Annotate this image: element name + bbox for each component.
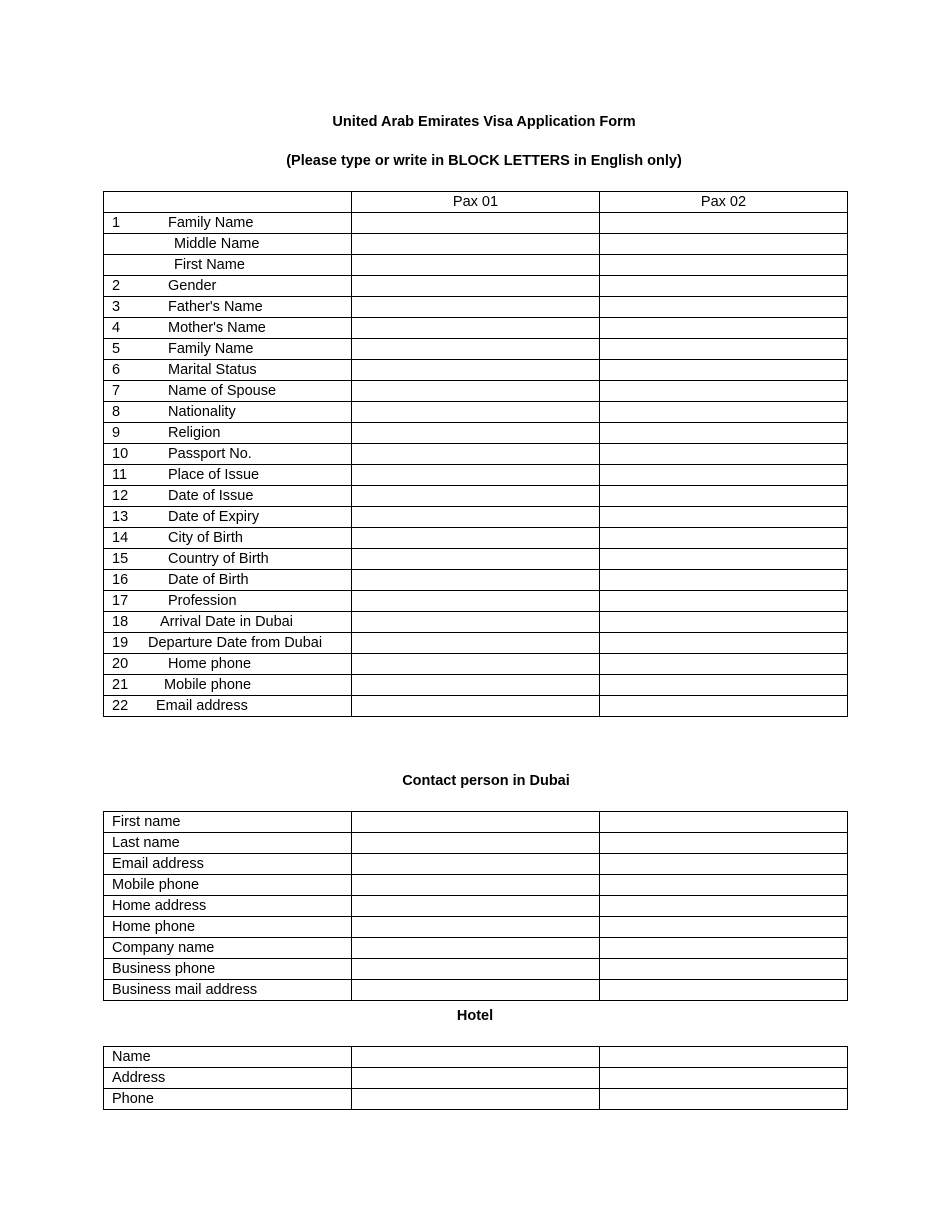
table-row <box>104 318 848 339</box>
field-label-cell <box>104 507 352 528</box>
pax-02-input-cell[interactable] <box>600 654 848 675</box>
pax-02-input-cell[interactable] <box>600 234 848 255</box>
table-row <box>104 591 848 612</box>
pax-02-input-cell[interactable] <box>600 675 848 696</box>
field-number: 5 <box>112 341 121 357</box>
field-label-cell: Last name <box>104 833 352 854</box>
table-row <box>104 528 848 549</box>
field-label-cell <box>104 675 352 696</box>
contact-input-cell-1[interactable] <box>352 959 600 980</box>
table-row <box>104 570 848 591</box>
pax-02-input-cell[interactable] <box>600 339 848 360</box>
hotel-input-cell-1[interactable] <box>352 1047 600 1068</box>
pax-01-input-cell[interactable] <box>352 465 600 486</box>
field-number: 1 <box>112 215 121 231</box>
field-number: 20 <box>112 656 129 672</box>
pax-02-input-cell[interactable] <box>600 381 848 402</box>
field-label-cell <box>104 528 352 549</box>
contact-input-cell-2[interactable] <box>600 959 848 980</box>
pax-02-input-cell[interactable] <box>600 423 848 444</box>
field-number: 4 <box>112 320 121 336</box>
field-label: Father's Name <box>168 299 263 315</box>
pax-01-input-cell[interactable] <box>352 570 600 591</box>
pax-01-input-cell[interactable] <box>352 528 600 549</box>
field-label-cell <box>104 654 352 675</box>
field-label-cell: Address <box>104 1068 352 1089</box>
contact-input-cell-2[interactable] <box>600 854 848 875</box>
field-number: 2 <box>112 278 121 294</box>
pax-01-input-cell[interactable] <box>352 486 600 507</box>
pax-02-input-cell[interactable] <box>600 528 848 549</box>
table-row <box>104 633 848 654</box>
field-number: 9 <box>112 425 121 441</box>
field-number: 21 <box>112 677 129 693</box>
field-number: 13 <box>112 509 129 525</box>
contact-input-cell-1[interactable] <box>352 980 600 1001</box>
table-row <box>104 938 848 959</box>
table-row <box>104 276 848 297</box>
field-number: 22 <box>112 698 129 714</box>
field-label-cell <box>104 486 352 507</box>
field-label: Place of Issue <box>168 467 260 483</box>
field-label: Date of Expiry <box>168 509 260 525</box>
field-number: 10 <box>112 446 129 462</box>
pax-01-input-cell[interactable] <box>352 297 600 318</box>
field-label-cell <box>104 318 352 339</box>
table-row <box>104 255 848 276</box>
field-label-cell <box>104 381 352 402</box>
pax-01-header: Pax 01 <box>352 192 600 213</box>
field-label-cell <box>104 549 352 570</box>
field-number: 12 <box>112 488 129 504</box>
contact-input-cell-2[interactable] <box>600 938 848 959</box>
field-label: Passport No. <box>168 446 252 462</box>
field-label-cell <box>104 276 352 297</box>
pax-02-input-cell[interactable] <box>600 612 848 633</box>
pax-01-input-cell[interactable] <box>352 696 600 717</box>
contact-table <box>103 811 848 1001</box>
field-number: 15 <box>112 551 129 567</box>
field-label-cell <box>104 234 352 255</box>
field-number: 19 <box>112 635 129 651</box>
pax-01-input-cell[interactable] <box>352 360 600 381</box>
hotel-input-cell-1[interactable] <box>352 1089 600 1110</box>
field-label: Nationality <box>168 404 236 420</box>
table-row <box>104 486 848 507</box>
field-label: Religion <box>168 425 221 441</box>
field-number: 6 <box>112 362 121 378</box>
field-label-cell <box>104 255 352 276</box>
hotel-table <box>103 1046 848 1110</box>
contact-input-cell-1[interactable] <box>352 917 600 938</box>
table-row <box>104 1047 848 1068</box>
field-label-cell: First name <box>104 812 352 833</box>
table-row <box>104 875 848 896</box>
field-label: Date of Issue <box>168 488 254 504</box>
table-row <box>104 234 848 255</box>
pax-02-input-cell[interactable] <box>600 633 848 654</box>
field-number: 8 <box>112 404 121 420</box>
field-label-cell: Company name <box>104 938 352 959</box>
hotel-heading: Hotel <box>456 1008 494 1024</box>
table-row <box>104 654 848 675</box>
table-row <box>104 675 848 696</box>
applicant-table <box>103 191 848 717</box>
field-label-cell <box>104 612 352 633</box>
pax-02-input-cell[interactable] <box>600 255 848 276</box>
field-label-cell <box>104 444 352 465</box>
pax-02-header: Pax 02 <box>600 192 848 213</box>
field-label: Family Name <box>168 215 254 231</box>
field-label-cell <box>104 360 352 381</box>
table-row <box>104 896 848 917</box>
pax-02-input-cell[interactable] <box>600 444 848 465</box>
contact-input-cell-2[interactable] <box>600 896 848 917</box>
field-label: Mobile phone <box>164 677 252 693</box>
table-row <box>104 959 848 980</box>
contact-input-cell-1[interactable] <box>352 833 600 854</box>
pax-02-input-cell[interactable] <box>600 696 848 717</box>
pax-01-input-cell[interactable] <box>352 444 600 465</box>
table-row <box>104 465 848 486</box>
table-row <box>104 917 848 938</box>
pax-02-input-cell[interactable] <box>600 402 848 423</box>
pax-01-input-cell[interactable] <box>352 234 600 255</box>
pax-01-input-cell[interactable] <box>352 213 600 234</box>
contact-input-cell-2[interactable] <box>600 833 848 854</box>
field-label-cell <box>104 339 352 360</box>
pax-02-input-cell[interactable] <box>600 213 848 234</box>
pax-01-input-cell[interactable] <box>352 423 600 444</box>
field-label-cell <box>104 570 352 591</box>
pax-01-input-cell[interactable] <box>352 675 600 696</box>
table-row <box>104 854 848 875</box>
table-row <box>104 1068 848 1089</box>
table-row <box>104 213 848 234</box>
contact-input-cell-1[interactable] <box>352 812 600 833</box>
table-row <box>104 423 848 444</box>
contact-heading: Contact person in Dubai <box>402 773 570 789</box>
pax-02-input-cell[interactable] <box>600 276 848 297</box>
field-label: City of Birth <box>168 530 243 546</box>
field-label-cell: Phone <box>104 1089 352 1110</box>
pax-01-input-cell[interactable] <box>352 549 600 570</box>
pax-01-input-cell[interactable] <box>352 318 600 339</box>
field-label-cell <box>104 297 352 318</box>
pax-02-input-cell[interactable] <box>600 570 848 591</box>
pax-01-input-cell[interactable] <box>352 255 600 276</box>
pax-02-input-cell[interactable] <box>600 591 848 612</box>
pax-02-input-cell[interactable] <box>600 297 848 318</box>
field-label-cell <box>104 402 352 423</box>
field-label: Country of Birth <box>168 551 269 567</box>
contact-input-cell-2[interactable] <box>600 917 848 938</box>
contact-input-cell-1[interactable] <box>352 938 600 959</box>
field-number: 11 <box>112 467 128 483</box>
field-label-cell <box>104 465 352 486</box>
field-label: Date of Birth <box>168 572 249 588</box>
pax-01-input-cell[interactable] <box>352 591 600 612</box>
field-label: Middle Name <box>174 236 260 252</box>
hotel-input-cell-1[interactable] <box>352 1068 600 1089</box>
field-label: Home phone <box>168 656 252 672</box>
pax-01-input-cell[interactable] <box>352 402 600 423</box>
field-label: Mother's Name <box>168 320 266 336</box>
form-title: United Arab Emirates Visa Application Form <box>332 114 636 130</box>
table-row <box>104 833 848 854</box>
table-row <box>104 507 848 528</box>
contact-input-cell-1[interactable] <box>352 896 600 917</box>
field-number: 3 <box>112 299 121 315</box>
pax-02-input-cell[interactable] <box>600 486 848 507</box>
contact-input-cell-2[interactable] <box>600 812 848 833</box>
field-label: Email address <box>156 698 248 714</box>
field-label: Profession <box>168 593 237 609</box>
pax-01-input-cell[interactable] <box>352 612 600 633</box>
pax-02-input-cell[interactable] <box>600 507 848 528</box>
table-row <box>104 381 848 402</box>
table-row <box>104 339 848 360</box>
contact-input-cell-2[interactable] <box>600 980 848 1001</box>
table-row <box>104 360 848 381</box>
field-label-cell: Mobile phone <box>104 875 352 896</box>
table-row <box>104 549 848 570</box>
pax-01-input-cell[interactable] <box>352 381 600 402</box>
field-label-cell <box>104 423 352 444</box>
field-label-cell <box>104 591 352 612</box>
table-row <box>104 612 848 633</box>
field-label: Family Name <box>168 341 254 357</box>
contact-input-cell-1[interactable] <box>352 875 600 896</box>
pax-01-input-cell[interactable] <box>352 276 600 297</box>
table-row <box>104 980 848 1001</box>
contact-input-cell-1[interactable] <box>352 854 600 875</box>
pax-01-input-cell[interactable] <box>352 633 600 654</box>
field-label: Departure Date from Dubai <box>148 635 323 651</box>
header-blank-cell <box>104 192 352 213</box>
hotel-input-cell-2[interactable] <box>600 1047 848 1068</box>
hotel-input-cell-2[interactable] <box>600 1068 848 1089</box>
pax-02-input-cell[interactable] <box>600 360 848 381</box>
field-number: 16 <box>112 572 129 588</box>
field-number: 7 <box>112 383 121 399</box>
pax-02-input-cell[interactable] <box>600 549 848 570</box>
field-label: Name of Spouse <box>168 383 277 399</box>
table-row <box>104 402 848 423</box>
field-label-cell: Email address <box>104 854 352 875</box>
pax-01-input-cell[interactable] <box>352 654 600 675</box>
field-label-cell <box>104 696 352 717</box>
field-label-cell <box>104 213 352 234</box>
field-number: 17 <box>112 593 129 609</box>
pax-01-input-cell[interactable] <box>352 507 600 528</box>
field-label-cell: Home phone <box>104 917 352 938</box>
field-label-cell: Business phone <box>104 959 352 980</box>
pax-02-input-cell[interactable] <box>600 465 848 486</box>
field-label-cell: Name <box>104 1047 352 1068</box>
contact-input-cell-2[interactable] <box>600 875 848 896</box>
table-row <box>104 297 848 318</box>
field-label-cell: Business mail address <box>104 980 352 1001</box>
field-number: 14 <box>112 530 129 546</box>
hotel-input-cell-2[interactable] <box>600 1089 848 1110</box>
field-number: 18 <box>112 614 129 630</box>
table-row <box>104 444 848 465</box>
field-label: Marital Status <box>168 362 257 378</box>
table-row <box>104 696 848 717</box>
form-instructions: (Please type or write in BLOCK LETTERS in English only) <box>286 153 682 169</box>
header-row <box>104 192 848 213</box>
table-row <box>104 1089 848 1110</box>
field-label: Arrival Date in Dubai <box>160 614 293 630</box>
table-row <box>104 812 848 833</box>
field-label: Gender <box>168 278 217 294</box>
field-label-cell <box>104 633 352 654</box>
field-label-cell: Home address <box>104 896 352 917</box>
pax-02-input-cell[interactable] <box>600 318 848 339</box>
field-label: First Name <box>174 257 245 273</box>
pax-01-input-cell[interactable] <box>352 339 600 360</box>
